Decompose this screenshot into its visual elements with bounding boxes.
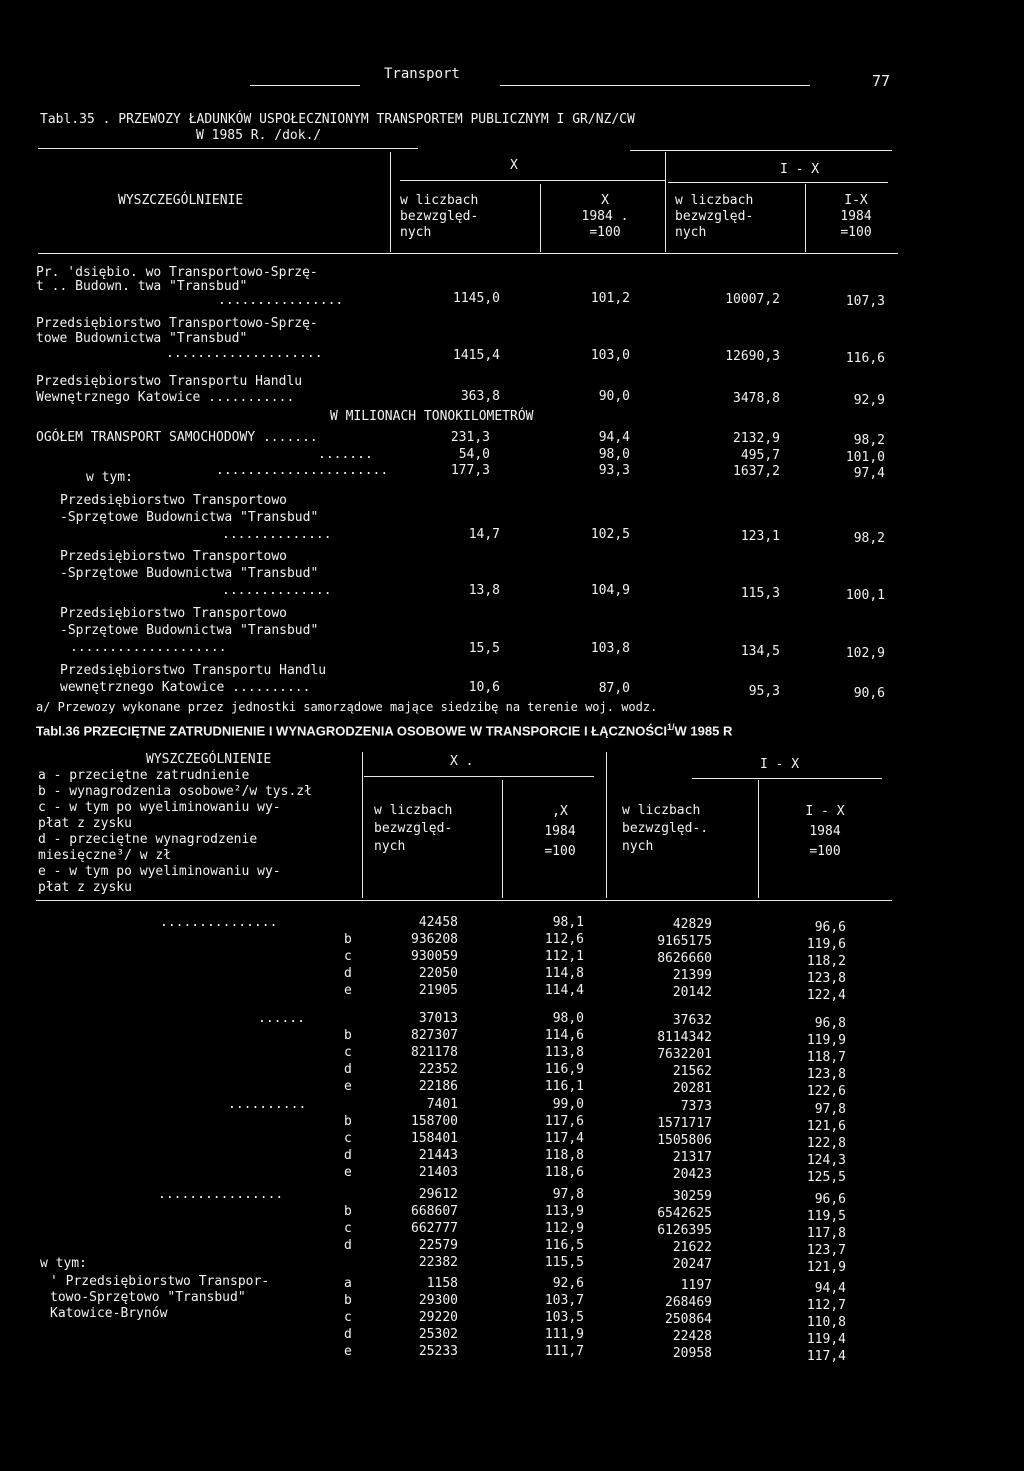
running-title: Transport	[384, 66, 460, 82]
t35-group-x: X	[510, 158, 518, 173]
t36-group-label: ...............	[160, 915, 278, 930]
t36-cell: 42458	[418, 915, 458, 930]
t36-cell: 30259	[672, 1189, 712, 1204]
t35-w-tym: w tym:	[86, 470, 133, 485]
t36-cell: 114,6	[544, 1028, 584, 1043]
t36-cell: 22050	[418, 966, 458, 981]
t35-og3-v2: 93,3	[598, 463, 630, 478]
t36-cell: 29220	[418, 1310, 458, 1325]
t36-cell: 112,6	[544, 932, 584, 947]
t35-r3-v4: 92,9	[853, 393, 885, 408]
t36-cell: 6126395	[657, 1223, 712, 1238]
t35-og-v1: 231,3	[450, 430, 490, 445]
t36-cell: 92,6	[552, 1276, 584, 1291]
t35-group-ix: I - X	[780, 162, 820, 177]
t36-cell: 37632	[672, 1013, 712, 1028]
t35-og3-label: ......................	[216, 463, 389, 478]
t35-og3-v4: 97,4	[853, 466, 885, 481]
t35-r1-v1: 1145,0	[453, 291, 500, 306]
t35-og2-v2: 98,0	[598, 447, 630, 462]
t36-legend: a - przeciętne zatrudnienie b - wynagrodzenia osobowe²/w tys.zł c - w tym po wyeliminowaniu wy- płat z zysku d - przeciętne wynagrodzenie miesięczne³/ w zł e - w tym po wyeliminowaniu wy- płat z zysku	[38, 768, 312, 895]
t36-cell: 29612	[418, 1187, 458, 1202]
t35-r7-v1: 10,6	[468, 680, 500, 695]
t35-og-v2: 94,4	[598, 430, 630, 445]
table35-title-cont: W 1985 R. /dok./	[196, 128, 322, 143]
t36-cell: 116,5	[544, 1238, 584, 1253]
t36-cell: 21905	[418, 983, 458, 998]
t36-row-key: c	[344, 1045, 352, 1060]
t35-row1-label: Pr. 'dsiębio. wo Transportowo-Sprzę- t .. Budown. twa "Transbud" ................	[36, 265, 344, 308]
t35-r3-v3: 3478,8	[733, 391, 780, 406]
t35-vline-1	[390, 152, 391, 252]
t36-row-key: d	[344, 1148, 352, 1163]
t36-cell: 111,9	[544, 1327, 584, 1342]
t35-r4-v1: 14,7	[468, 527, 500, 542]
t35-row3-label: Przedsiębiorstwo Transportu Handlu Wewnętrznego Katowice ...........	[36, 374, 303, 405]
t36-cell: 158700	[411, 1114, 458, 1129]
t36-cell: 662777	[411, 1221, 458, 1236]
t36-cell: 125,5	[806, 1170, 846, 1185]
t36-cell: 1197	[680, 1278, 712, 1293]
t36-row-key: b	[344, 1293, 352, 1308]
t36-cell: 37013	[418, 1011, 458, 1026]
t36-vline-1	[362, 752, 363, 898]
t35-vline-2	[540, 184, 541, 252]
t36-col3-head: w liczbach bezwzględ-. nych	[622, 803, 709, 854]
t36-cell: 25233	[418, 1344, 458, 1359]
t35-rule-top-right	[630, 150, 892, 151]
t36-group-ix: I - X	[760, 757, 800, 772]
t36-row-key: d	[344, 1062, 352, 1077]
t36-cell: 98,0	[552, 1011, 584, 1026]
t36-vline-2	[502, 780, 503, 898]
t35-ogolem-label: OGÓŁEM TRANSPORT SAMOCHODOWY .......	[36, 430, 318, 445]
t35-r5-v4: 100,1	[845, 588, 885, 603]
t36-row-key: c	[344, 1310, 352, 1325]
t35-r5-v1: 13,8	[468, 583, 500, 598]
t35-r6-v2: 103,8	[590, 641, 630, 656]
t36-cell: 29300	[418, 1293, 458, 1308]
t36-group-label: ..........	[228, 1097, 307, 1112]
t36-cell: 42829	[672, 917, 712, 932]
t35-row4-label: Przedsiębiorstwo Transportowo -Sprzętowe Budownictwa "Transbud" ..............	[60, 493, 332, 542]
t35-og2-label: .......	[318, 447, 373, 462]
t36-w-tym: w tym:	[40, 1256, 87, 1271]
t36-cell: 112,1	[544, 949, 584, 964]
t36-cell: 97,8	[814, 1102, 846, 1117]
t36-cell: 1505806	[657, 1133, 712, 1148]
t35-r6-v3: 134,5	[740, 644, 780, 659]
t36-cell: 122,4	[806, 988, 846, 1003]
t35-r4-v2: 102,5	[590, 527, 630, 542]
t36-cell: 117,8	[806, 1226, 846, 1241]
t36-cell: 25302	[418, 1327, 458, 1342]
t36-cell: 21443	[418, 1148, 458, 1163]
t36-row-key: d	[344, 966, 352, 981]
t36-row-key: b	[344, 932, 352, 947]
t36-cell: 124,3	[806, 1153, 846, 1168]
t36-cell: 930059	[411, 949, 458, 964]
t36-cell: 103,7	[544, 1293, 584, 1308]
t36-cell: 118,2	[806, 954, 846, 969]
t36-cell: 118,6	[544, 1165, 584, 1180]
t36-cell: 158401	[411, 1131, 458, 1146]
t36-col2-head: ,X 1984 =100	[544, 804, 576, 859]
t36-row-key: e	[344, 1165, 352, 1180]
t36-cell: 118,8	[544, 1148, 584, 1163]
t36-cell: 22186	[418, 1079, 458, 1094]
t35-row6-label: Przedsiębiorstwo Transportowo -Sprzętowe Budownictwa "Transbud" ....................	[60, 606, 319, 655]
t36-cell: 8114342	[657, 1030, 712, 1045]
t36-cell: 113,8	[544, 1045, 584, 1060]
t36-cell: 9165175	[657, 934, 712, 949]
t35-r3-v2: 90,0	[598, 389, 630, 404]
t36-cell: 116,9	[544, 1062, 584, 1077]
t36-vline-4	[758, 780, 759, 898]
t36-cell: 22579	[418, 1238, 458, 1253]
t36-row-key: c	[344, 1221, 352, 1236]
t36-cell: 1158	[426, 1276, 458, 1291]
t36-cell: 250864	[665, 1312, 712, 1327]
t35-rule-x	[400, 180, 665, 181]
t35-rule-header-bottom	[38, 253, 898, 254]
t36-cell: 119,4	[806, 1332, 846, 1347]
t36-col4-head: I - X 1984 =100	[805, 804, 845, 859]
table36-title: Tabl.36 PRZECIĘTNE ZATRUDNIENIE I WYNAGRODZENIA OSOBOWE W TRANSPORCIE I $ŁĄCZNOŚCI^{1/}W$ 1985 R	[36, 722, 733, 739]
header-rule-right	[500, 85, 810, 86]
t36-cell: 117,4	[544, 1131, 584, 1146]
t36-group-label: ......	[258, 1011, 305, 1026]
t35-r7-v4: 90,6	[853, 686, 885, 701]
t36-row-key: c	[344, 1131, 352, 1146]
t36-cell: 1571717	[657, 1116, 712, 1131]
t36-cell: 20142	[672, 985, 712, 1000]
t36-cell: 103,5	[544, 1310, 584, 1325]
t35-og2-v1: 54,0	[458, 447, 490, 462]
t36-row-key: d	[344, 1238, 352, 1253]
t35-vline-3	[665, 152, 666, 252]
t36-row-key: b	[344, 1028, 352, 1043]
t35-r3-v1: 363,8	[460, 389, 500, 404]
t35-r2-v3: 12690,3	[725, 349, 780, 364]
t35-r4-v4: 98,2	[853, 531, 885, 546]
t36-cell: 99,0	[552, 1097, 584, 1112]
table35-title: Tabl.35 . PRZEWOZY ŁADUNKÓW USPOŁECZNIONYM TRANSPORTEM PUBLICZNYM I GR/NZ/CW	[40, 112, 635, 127]
t35-r5-v3: 115,3	[740, 586, 780, 601]
t35-r1-v3: 10007,2	[725, 292, 780, 307]
t35-r7-v2: 87,0	[598, 681, 630, 696]
t35-r6-v1: 15,5	[468, 641, 500, 656]
t36-cell: 119,9	[806, 1033, 846, 1048]
t35-col3-head: w liczbach bezwzględ- nych	[675, 193, 754, 240]
t36-cell: 118,7	[806, 1050, 846, 1065]
t36-cell: 116,1	[544, 1079, 584, 1094]
t36-cell: 123,8	[806, 1067, 846, 1082]
t36-last-label: ' Przedsiębiorstwo Transpor- towo-Sprzętowo "Transbud" Katowice-Brynów	[50, 1274, 270, 1321]
t36-cell: 121,9	[806, 1260, 846, 1275]
t36-row-key: b	[344, 1204, 352, 1219]
t36-row-key: e	[344, 983, 352, 998]
t35-vline-4	[805, 184, 806, 252]
t35-r2-v1: 1415,4	[453, 348, 500, 363]
t36-cell: 7632201	[657, 1047, 712, 1062]
t36-stub-head: WYSZCZEGÓLNIENIE	[146, 752, 272, 767]
t36-cell: 123,8	[806, 971, 846, 986]
t35-r6-v4: 102,9	[845, 646, 885, 661]
t36-cell: 821178	[411, 1045, 458, 1060]
t36-cell: 117,4	[806, 1349, 846, 1364]
t35-og2-v3: 495,7	[740, 448, 780, 463]
t36-cell: 20958	[672, 1346, 712, 1361]
t35-r1-v2: 101,2	[590, 291, 630, 306]
t36-cell: 119,5	[806, 1209, 846, 1224]
t35-row5-label: Przedsiębiorstwo Transportowo -Sprzętowe Budownictwa "Transbud" ..............	[60, 549, 332, 598]
t36-rule-x	[364, 776, 594, 777]
t36-cell: 121,6	[806, 1119, 846, 1134]
t36-cell: 22382	[418, 1255, 458, 1270]
t35-og-v3: 2132,9	[733, 431, 780, 446]
t35-og2-v4: 101,0	[845, 450, 885, 465]
t36-cell: 21403	[418, 1165, 458, 1180]
t35-col4-head: I-X 1984 =100	[840, 193, 872, 240]
t36-cell: 97,8	[552, 1187, 584, 1202]
t35-col2-head: X 1984 . =100	[581, 193, 629, 240]
t36-cell: 7373	[680, 1099, 712, 1114]
t36-cell: 936208	[411, 932, 458, 947]
t35-stub-head: WYSZCZEGÓLNIENIE	[118, 193, 244, 208]
t35-r5-v2: 104,9	[590, 583, 630, 598]
t36-cell: 21562	[672, 1064, 712, 1079]
t36-rule-ix	[692, 778, 882, 779]
t36-row-key: a	[344, 1276, 352, 1291]
t36-cell: 6542625	[657, 1206, 712, 1221]
t35-row2-label: Przedsiębiorstwo Transportowo-Sprzę- towe Budownictwa "Transbud" ....................	[36, 316, 323, 361]
t36-row-key: e	[344, 1344, 352, 1359]
t36-row-key: e	[344, 1079, 352, 1094]
t36-cell: 20281	[672, 1081, 712, 1096]
t36-cell: 114,8	[544, 966, 584, 981]
t35-r7-v3: 95,3	[748, 684, 780, 699]
t35-footnote: a/ Przewozy wykonane przez jednostki samorządowe mające siedzibę na terenie woj. wodz.	[36, 700, 658, 714]
t36-cell: 115,5	[544, 1255, 584, 1270]
t36-cell: 21622	[672, 1240, 712, 1255]
t35-row7-label: Przedsiębiorstwo Transportu Handlu wewnętrznego Katowice ..........	[60, 663, 327, 695]
t36-cell: 113,9	[544, 1204, 584, 1219]
t36-cell: 94,4	[814, 1281, 846, 1296]
t36-group-x: X .	[450, 754, 474, 769]
t36-cell: 96,8	[814, 1016, 846, 1031]
t36-cell: 98,1	[552, 915, 584, 930]
t36-cell: 827307	[411, 1028, 458, 1043]
t35-rule-top-left	[38, 148, 418, 149]
header-rule-left	[250, 85, 360, 86]
t36-cell: 20423	[672, 1167, 712, 1182]
t36-cell: 22352	[418, 1062, 458, 1077]
t36-cell: 268469	[665, 1295, 712, 1310]
t36-cell: 668607	[411, 1204, 458, 1219]
t35-r1-v4: 107,3	[845, 294, 885, 309]
t36-row-key: d	[344, 1327, 352, 1342]
t35-og-v4: 98,2	[853, 433, 885, 448]
t36-cell: 111,7	[544, 1344, 584, 1359]
t36-cell: 21399	[672, 968, 712, 983]
t36-cell: 22428	[672, 1329, 712, 1344]
t36-cell: 96,6	[814, 920, 846, 935]
page-number: 77	[872, 72, 891, 90]
t36-cell: 8626660	[657, 951, 712, 966]
t35-r2-v4: 116,6	[845, 351, 885, 366]
t35-r2-v2: 103,0	[590, 348, 630, 363]
t36-cell: 112,9	[544, 1221, 584, 1236]
t36-cell: 112,7	[806, 1298, 846, 1313]
t36-col1-head: w liczbach bezwzględ- nych	[374, 803, 453, 854]
t36-cell: 7401	[426, 1097, 458, 1112]
t36-cell: 123,7	[806, 1243, 846, 1258]
t36-cell: 122,8	[806, 1136, 846, 1151]
t36-cell: 110,8	[806, 1315, 846, 1330]
t36-cell: 114,4	[544, 983, 584, 998]
t35-og3-v3: 1637,2	[733, 464, 780, 479]
t36-cell: 21317	[672, 1150, 712, 1165]
t36-group-label: ................	[158, 1187, 284, 1202]
t36-cell: 20247	[672, 1257, 712, 1272]
t36-rule-header-bottom	[36, 900, 892, 901]
t36-row-key: c	[344, 949, 352, 964]
t35-col1-head: w liczbach bezwzględ- nych	[400, 193, 479, 240]
t36-vline-3	[606, 752, 607, 898]
t36-cell: 96,6	[814, 1192, 846, 1207]
t35-section-title: W MILIONACH TONOKILOMETRÓW	[330, 409, 534, 424]
t35-rule-ix	[668, 182, 888, 183]
t36-cell: 119,6	[806, 937, 846, 952]
t36-cell: 117,6	[544, 1114, 584, 1129]
t36-cell: 122,6	[806, 1084, 846, 1099]
t35-r4-v3: 123,1	[740, 529, 780, 544]
t36-row-key: b	[344, 1114, 352, 1129]
t35-og3-v1: 177,3	[450, 463, 490, 478]
